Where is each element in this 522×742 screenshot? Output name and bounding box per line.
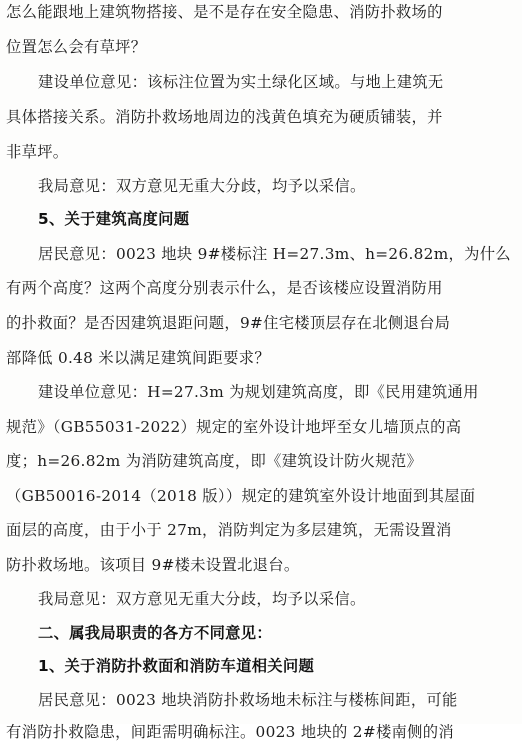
text-line: 防扑救场地。该项目 9#楼未设置北退台。 xyxy=(6,556,300,574)
section-heading: 1、关于消防扑救面和消防车道相关问题 xyxy=(38,657,315,675)
text-line: 居民意见：0023 地块消防扑救场地未标注与楼栋间距，可能 xyxy=(38,691,458,709)
text-line: 建设单位意见：H=27.3m 为规划建筑高度，即《民用建筑通用 xyxy=(38,383,479,401)
text-line: 具体搭接关系。消防扑救场地周边的浅黄色填充为硬质铺装，并 xyxy=(6,108,443,126)
text-line: 非草坪。 xyxy=(6,143,69,161)
text-line: 位置怎么会有草坪？ xyxy=(6,38,147,56)
section-heading: 二、属我局职责的各方不同意见： xyxy=(38,624,272,642)
text-line: 怎么能跟地上建筑物搭接、是不是存在安全隐患、消防扑救场的 xyxy=(6,3,443,21)
text-line: 部降低 0.48 米以满足建筑间距要求？ xyxy=(6,349,270,367)
text-line: 的扑救面？是否因建筑退距问题，9#住宅楼顶层存在北侧退台局 xyxy=(6,314,451,332)
text-line: 我局意见：双方意见无重大分歧，均予以采信。 xyxy=(38,590,366,608)
text-line: 居民意见：0023 地块 9#楼标注 H=27.3m、h=26.82m，为什么 xyxy=(38,245,511,263)
text-line: （GB50016-2014（2018 版））规定的建筑室外设计地面到其屋面 xyxy=(6,487,476,505)
text-line: 有消防扑救隐患，间距需明确标注。0023 地块的 2#楼南侧的消 xyxy=(6,723,454,741)
text-line: 规范》（GB55031-2022）规定的室外设计地坪至女儿墙顶点的高 xyxy=(6,418,462,436)
text-line: 度；h=26.82m 为消防建筑高度，即《建筑设计防火规范》 xyxy=(6,452,423,470)
text-line: 面层的高度，由于小于 27m，消防判定为多层建筑，无需设置消 xyxy=(6,521,452,539)
text-line: 建设单位意见：该标注位置为实土绿化区域。与地上建筑无 xyxy=(38,73,444,91)
text-line: 我局意见：双方意见无重大分歧，均予以采信。 xyxy=(38,177,366,195)
section-heading: 5、关于建筑高度问题 xyxy=(38,210,190,228)
text-line: 有两个高度？这两个高度分别表示什么，是否该楼应设置消防用 xyxy=(6,279,443,297)
